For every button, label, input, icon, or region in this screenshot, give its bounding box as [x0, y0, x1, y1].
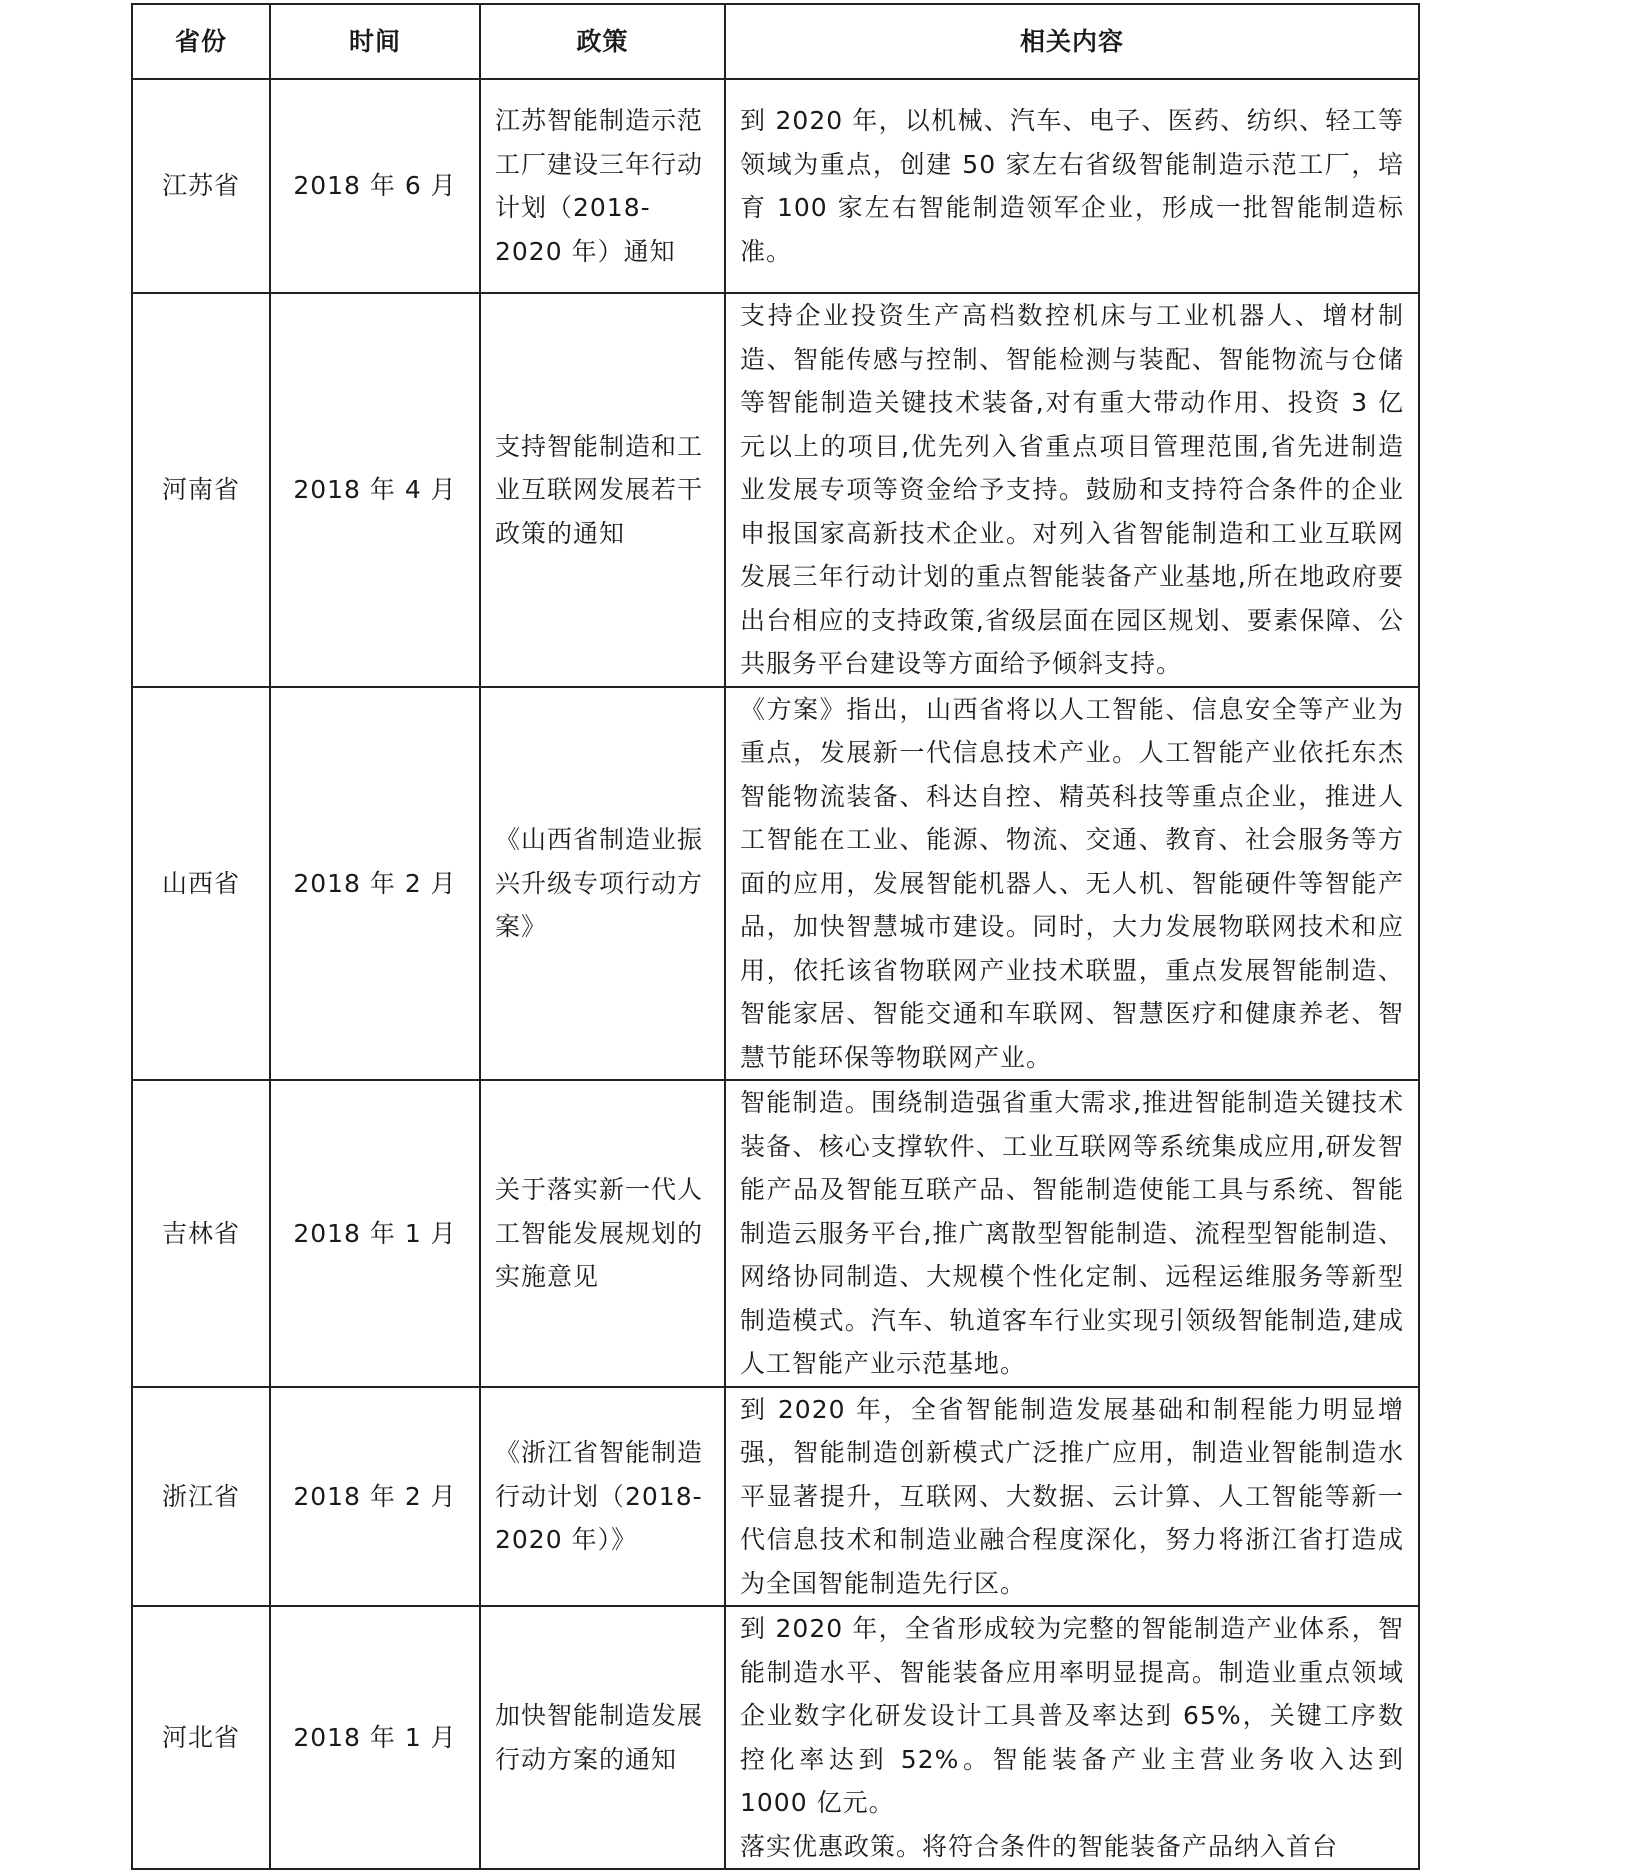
content-cell	[725, 1080, 1419, 1387]
content-paragraph: 落实优惠政策。将符合条件的智能装备产品纳入首台	[740, 1831, 1339, 1861]
time-cell: 2018 年 2 月	[270, 687, 480, 1081]
content-paragraph: 到 2020 年，全省形成较为完整的智能制造产业体系，智能制造水平、智能装备应用率明显提高。制造业重点领域企业数字化研发设计工具普及率达到 65%，关键工序数控化率达到 52%。智能装备产业主营业务收入达到 1000 亿元。	[740, 1614, 1404, 1817]
table-row	[132, 1606, 1419, 1869]
header-content: 相关内容	[725, 4, 1419, 79]
policy-cell: 《浙江省智能制造行动计划（2018-2020 年）》	[480, 1387, 725, 1607]
content-cell	[725, 293, 1419, 687]
content-cell	[725, 1387, 1419, 1607]
header-province: 省份	[132, 4, 270, 79]
province-cell: 河南省	[132, 293, 270, 687]
table-header-row	[132, 4, 1419, 79]
policy-cell: 《山西省制造业振兴升级专项行动方案》	[480, 687, 725, 1081]
policy-cell: 江苏智能制造示范工厂建设三年行动计划（2018-2020 年）通知	[480, 79, 725, 293]
policy-cell: 关于落实新一代人工智能发展规划的实施意见	[480, 1080, 725, 1387]
policy-table	[131, 3, 1420, 1870]
content-paragraph: 到 2020 年，全省智能制造发展基础和制程能力明显增强，智能制造创新模式广泛推广应用，制造业智能制造水平显著提升，互联网、大数据、云计算、人工智能等新一代信息技术和制造业融合程度深化，努力将浙江省打造成为全国智能制造先行区。	[740, 1394, 1404, 1598]
policy-cell: 支持智能制造和工业互联网发展若干政策的通知	[480, 293, 725, 687]
policy-cell: 加快智能制造发展行动方案的通知	[480, 1606, 725, 1869]
content-cell	[725, 687, 1419, 1081]
province-cell: 吉林省	[132, 1080, 270, 1387]
content-cell	[725, 1606, 1419, 1869]
content-paragraph: 《方案》指出，山西省将以人工智能、信息安全等产业为重点，发展新一代信息技术产业。人工智能产业依托东杰智能物流装备、科达自控、精英科技等重点企业，推进人工智能在工业、能源、物流、交通、教育、社会服务等方面的应用，发展智能机器人、无人机、智能硬件等智能产品，加快智慧城市建设。同时，大力发展物联网技术和应用，依托该省物联网产业技术联盟，重点发展智能制造、智能家居、智能交通和车联网、智慧医疗和健康养老、智慧节能环保等物联网产业。	[740, 694, 1404, 1072]
table-row	[132, 687, 1419, 1081]
province-cell: 河北省	[132, 1606, 270, 1869]
table-row	[132, 1387, 1419, 1607]
table-row	[132, 293, 1419, 687]
province-cell: 江苏省	[132, 79, 270, 293]
province-cell: 山西省	[132, 687, 270, 1081]
province-cell: 浙江省	[132, 1387, 270, 1607]
content-cell	[725, 79, 1419, 293]
time-cell: 2018 年 6 月	[270, 79, 480, 293]
time-cell: 2018 年 4 月	[270, 293, 480, 687]
header-policy: 政策	[480, 4, 725, 79]
header-time: 时间	[270, 4, 480, 79]
time-cell: 2018 年 1 月	[270, 1080, 480, 1387]
content-paragraph: 支持企业投资生产高档数控机床与工业机器人、增材制造、智能传感与控制、智能检测与装配、智能物流与仓储等智能制造关键技术装备,对有重大带动作用、投资 3 亿元以上的项目,优先列入省重点项目管理范围,省先进制造业发展专项等资金给予支持。鼓励和支持符合条件的企业申报国家高新技术企业。对列入省智能制造和工业互联网发展三年行动计划的重点智能装备产业基地,所在地政府要出台相应的支持政策,省级层面在园区规划、要素保障、公共服务平台建设等方面给予倾斜支持。	[740, 301, 1404, 678]
table-row	[132, 79, 1419, 293]
time-cell: 2018 年 2 月	[270, 1387, 480, 1607]
time-cell: 2018 年 1 月	[270, 1606, 480, 1869]
content-paragraph: 到 2020 年，以机械、汽车、电子、医药、纺织、轻工等领域为重点，创建 50 家左右省级智能制造示范工厂，培育 100 家左右智能制造领军企业，形成一批智能制造标准。	[740, 106, 1404, 266]
content-paragraph: 智能制造。围绕制造强省重大需求,推进智能制造关键技术装备、核心支撑软件、工业互联网等系统集成应用,研发智能产品及智能互联产品、智能制造使能工具与系统、智能制造云服务平台,推广离散型智能制造、流程型智能制造、网络协同制造、大规模个性化定制、远程运维服务等新型制造模式。汽车、轨道客车行业实现引领级智能制造,建成人工智能产业示范基地。	[740, 1088, 1404, 1378]
table-row	[132, 1080, 1419, 1387]
